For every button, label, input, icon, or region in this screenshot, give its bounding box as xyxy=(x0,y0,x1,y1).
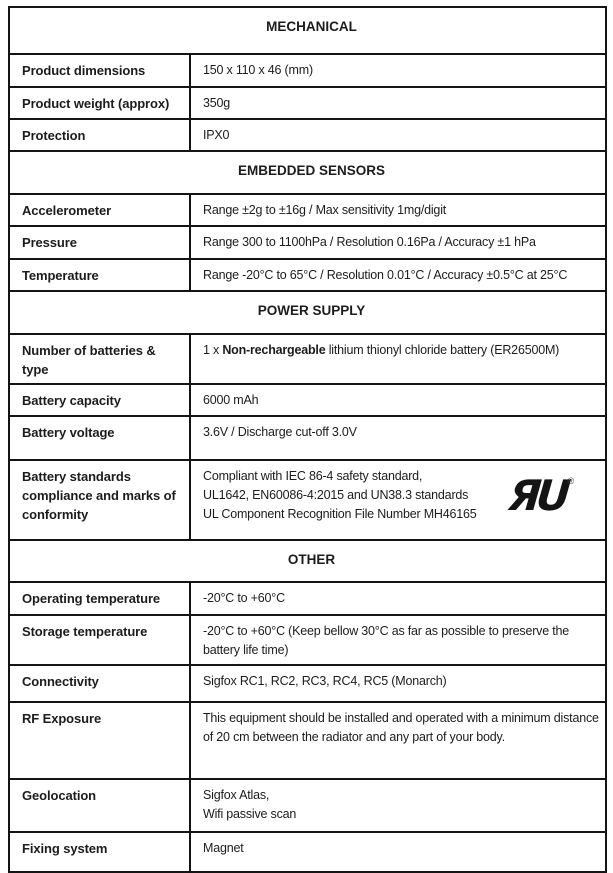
spec-value-product-weight: 350g xyxy=(190,87,606,119)
table-row xyxy=(9,334,606,384)
spec-table xyxy=(8,6,607,873)
spec-label-operating-temperature: Operating temperature xyxy=(9,582,190,615)
spec-label-battery-voltage: Battery voltage xyxy=(9,416,190,460)
spec-value-connectivity: Sigfox RC1, RC2, RC3, RC4, RC5 (Monarch) xyxy=(190,665,606,702)
value-text: 1 x xyxy=(203,343,223,357)
battery-standards-text: Compliant with IEC 86-4 safety standard, UL1642, EN60086-4:2015 and UN38.3 standards UL Component Recognition File Number MH46165 xyxy=(203,469,477,521)
spec-value-operating-temperature: -20°C to +60°C xyxy=(190,582,606,615)
section-header-embedded-sensors: EMBEDDED SENSORS xyxy=(9,151,606,194)
table-row xyxy=(9,416,606,460)
table-row xyxy=(9,582,606,615)
spec-value-geolocation xyxy=(190,779,606,832)
spec-label-connectivity: Connectivity xyxy=(9,665,190,702)
table-row xyxy=(9,259,606,291)
spec-label-storage-temperature: Storage temperature xyxy=(9,615,190,665)
table-row xyxy=(9,832,606,872)
spec-value-pressure: Range 300 to 1100hPa / Resolution 0.16Pa / Accuracy ±1 hPa xyxy=(190,226,606,259)
table-row xyxy=(9,87,606,119)
registered-trademark-symbol: ® xyxy=(567,475,574,486)
spec-label-protection: Protection xyxy=(9,119,190,151)
spec-value-product-dimensions: 150 x 110 x 46 (mm) xyxy=(190,54,606,87)
section-header-other: OTHER xyxy=(9,540,606,582)
spec-value-storage-temperature: -20°C to +60°C (Keep bellow 30°C as far as possible to preserve the battery life time) xyxy=(190,615,606,665)
spec-value-fixing-system: Magnet xyxy=(190,832,606,872)
table-row xyxy=(9,194,606,226)
spec-label-product-dimensions: Product dimensions xyxy=(9,54,190,87)
spec-label-accelerometer: Accelerometer xyxy=(9,194,190,226)
table-row xyxy=(9,779,606,832)
section-row-mechanical xyxy=(9,7,606,54)
spec-value-protection: IPX0 xyxy=(190,119,606,151)
table-row xyxy=(9,665,606,702)
spec-value-battery-capacity: 6000 mAh xyxy=(190,384,606,416)
section-header-power-supply: POWER SUPPLY xyxy=(9,291,606,334)
spec-label-geolocation: Geolocation xyxy=(9,779,190,832)
spec-label-product-weight: Product weight (approx) xyxy=(9,87,190,119)
spec-value-battery-voltage: 3.6V / Discharge cut-off 3.0V xyxy=(190,416,606,460)
table-row xyxy=(9,119,606,151)
section-row-power-supply xyxy=(9,291,606,334)
spec-value-rf-exposure: This equipment should be installed and operated with a minimum distance of 20 cm between the radiator and any part of your body. xyxy=(190,702,606,779)
spec-label-temperature: Temperature xyxy=(9,259,190,291)
spec-value-battery-standards xyxy=(190,460,606,540)
table-row xyxy=(9,54,606,87)
table-row xyxy=(9,460,606,540)
table-row xyxy=(9,702,606,779)
section-row-other xyxy=(9,540,606,582)
table-row xyxy=(9,615,606,665)
spec-label-rf-exposure: RF Exposure xyxy=(9,702,190,779)
spec-label-pressure: Pressure xyxy=(9,226,190,259)
value-text-bold: Non-rechargeable xyxy=(222,343,326,357)
table-row xyxy=(9,226,606,259)
spec-label-battery-standards: Battery standards compliance and marks of conformity xyxy=(9,460,190,540)
spec-label-battery-number-type: Number of batteries & type xyxy=(9,334,190,384)
section-header-mechanical: MECHANICAL xyxy=(9,7,606,54)
spec-value-accelerometer: Range ±2g to ±16g / Max sensitivity 1mg/digit xyxy=(190,194,606,226)
spec-label-fixing-system: Fixing system xyxy=(9,832,190,872)
spec-label-battery-capacity: Battery capacity xyxy=(9,384,190,416)
spec-value-battery-number-type xyxy=(190,334,606,384)
spec-value-temperature: Range -20°C to 65°C / Resolution 0.01°C / Accuracy ±0.5°C at 25°C xyxy=(190,259,606,291)
value-text: lithium thionyl chloride battery (ER26500M) xyxy=(325,343,560,357)
section-row-embedded-sensors xyxy=(9,151,606,194)
ul-recognized-component-icon: ЯU ® xyxy=(506,470,574,520)
geolocation-text: Sigfox Atlas, Wifi passive scan xyxy=(203,788,297,821)
table-row xyxy=(9,384,606,416)
